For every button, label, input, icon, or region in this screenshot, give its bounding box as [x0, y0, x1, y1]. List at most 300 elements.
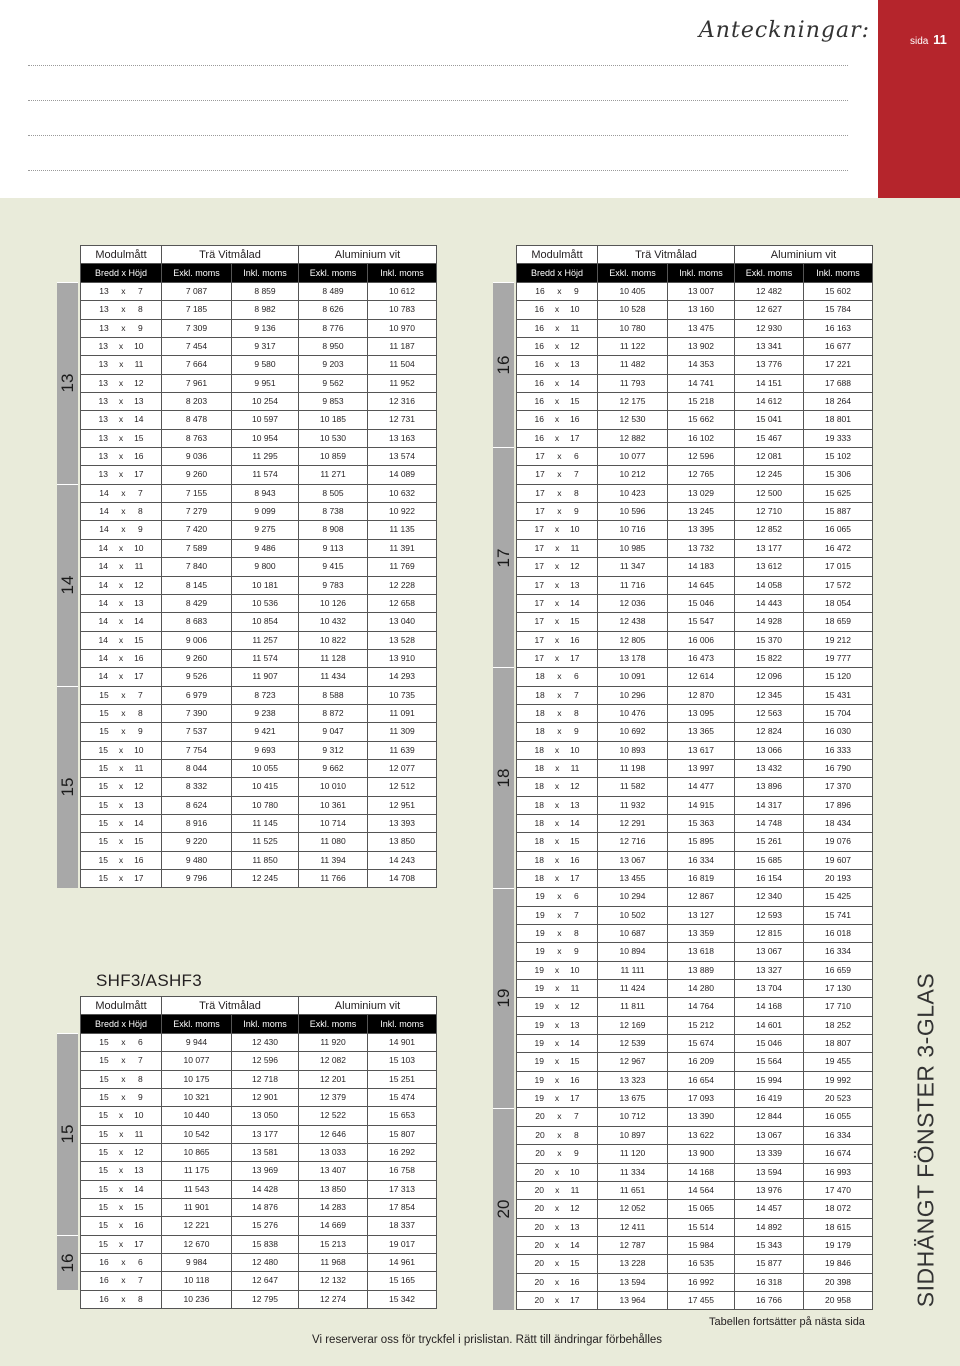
table-row — [517, 319, 872, 337]
dimension-cell — [517, 1237, 598, 1254]
price-cell: 12 627 — [735, 301, 804, 318]
dim-part: 14 — [98, 671, 108, 682]
dim-part: x — [554, 1276, 560, 1287]
dim-part: 19 — [534, 1038, 544, 1049]
table-row — [517, 502, 872, 520]
dimension-cell — [517, 980, 598, 997]
price-cell: 10 502 — [598, 907, 668, 924]
dim-part: 15 — [98, 1110, 108, 1121]
table-row — [517, 704, 872, 722]
price-cell: 10 423 — [598, 485, 668, 502]
dim-part: 8 — [574, 1129, 579, 1140]
price-cell: 20 193 — [825, 873, 851, 883]
dimension-cell — [81, 613, 162, 630]
price-cell: 11 952 — [389, 377, 415, 388]
table-row — [81, 832, 436, 850]
dim-part: x — [118, 451, 124, 462]
dim-part: 7 — [574, 1111, 579, 1122]
price-cell: 16 065 — [825, 524, 851, 535]
price-cell: 14 477 — [668, 778, 735, 795]
table-row — [517, 1254, 872, 1272]
dim-part: x — [118, 671, 124, 682]
dim-part: 13 — [134, 1165, 144, 1176]
price-cell: 12 870 — [668, 687, 735, 704]
price-cell: 10 894 — [598, 943, 668, 960]
price-cell: 16 992 — [668, 1274, 735, 1291]
table-row — [81, 741, 436, 759]
price-cell: 14 183 — [668, 558, 735, 575]
table-row — [81, 1070, 436, 1088]
dim-part: x — [121, 286, 126, 296]
price-cell: 8 723 — [232, 687, 299, 704]
price-cell: 16 766 — [735, 1292, 804, 1309]
dimension-cell — [517, 411, 598, 428]
price-cell: 11 347 — [598, 558, 668, 575]
dimension-cell — [81, 668, 162, 685]
dim-part: 16 — [534, 304, 544, 315]
table-row — [81, 539, 436, 557]
dimension-cell — [517, 1053, 598, 1070]
dim-part: 17 — [534, 616, 544, 627]
table-row — [517, 1273, 872, 1291]
price-cell: 13 618 — [668, 943, 735, 960]
subheader-row — [81, 264, 436, 282]
price-cell: 10 692 — [598, 723, 668, 740]
price-cell: 14 928 — [735, 613, 804, 630]
header-row — [81, 997, 436, 1015]
price-cell: 17 896 — [825, 799, 851, 810]
price-cell: 16 419 — [735, 1090, 804, 1107]
dim-part: 15 — [98, 781, 108, 792]
table-row — [517, 1181, 872, 1199]
price-cell: 10 432 — [299, 613, 368, 630]
price-cell: 10 415 — [232, 778, 299, 795]
price-cell: 7 420 — [162, 521, 232, 538]
dim-part: 12 — [570, 1001, 580, 1012]
price-cell: 17 688 — [825, 377, 851, 388]
page-indicator — [910, 32, 947, 47]
dim-part: 14 — [99, 506, 109, 517]
price-cell: 19 212 — [825, 634, 851, 645]
dim-part: x — [118, 377, 124, 388]
price-cell: 9 317 — [232, 338, 299, 355]
price-cell: 7 840 — [162, 558, 232, 575]
group-wood-header: Trä Vitmålad — [162, 246, 299, 263]
price-cell: 13 365 — [668, 723, 735, 740]
price-cell: 12 221 — [162, 1217, 232, 1234]
dim-part: x — [554, 396, 560, 407]
dimension-cell — [517, 577, 598, 594]
price-cell: 6 979 — [162, 687, 232, 704]
sub-inkl-header: Inkl. moms — [232, 1015, 299, 1033]
dim-part: 14 — [134, 817, 144, 828]
price-cell: 11 574 — [232, 466, 299, 483]
price-cell: 12 081 — [735, 448, 804, 465]
dim-part: x — [554, 304, 560, 315]
price-cell: 20 523 — [825, 1093, 851, 1104]
table-row — [517, 869, 872, 887]
dim-part: 12 — [570, 781, 580, 792]
dim-part: x — [555, 983, 560, 994]
price-cell: 17 313 — [389, 1183, 415, 1194]
price-cell: 11 639 — [389, 744, 415, 755]
price-cell: 14 892 — [735, 1219, 804, 1236]
table-row — [81, 1125, 436, 1143]
price-cell: 8 776 — [299, 320, 368, 337]
dimension-cell — [81, 760, 162, 777]
price-cell: 8 872 — [299, 705, 368, 722]
dim-part: 20 — [534, 1184, 545, 1195]
table-row — [517, 796, 872, 814]
price-cell: 12 867 — [668, 888, 735, 905]
price-cell: 10 361 — [299, 797, 368, 814]
dim-part: 18 — [534, 744, 544, 755]
price-cell: 7 087 — [162, 283, 232, 300]
price-cell: 10 632 — [389, 487, 415, 498]
price-cell: 15 261 — [735, 833, 804, 850]
price-cell: 12 036 — [598, 595, 668, 612]
table-row — [517, 741, 872, 759]
price-cell: 13 732 — [668, 540, 735, 557]
dim-part: x — [118, 432, 124, 443]
table-row — [517, 1163, 872, 1181]
dim-part: 17 — [570, 873, 580, 883]
price-cell: 9 136 — [232, 320, 299, 337]
dim-part: 9 — [574, 1148, 579, 1159]
dim-part: 8 — [138, 1293, 143, 1304]
price-cell: 12 228 — [389, 579, 415, 590]
dim-part: 14 — [99, 524, 109, 535]
dim-part: 19 — [535, 891, 545, 902]
price-cell: 13 067 — [598, 852, 668, 869]
price-cell: 13 976 — [735, 1182, 804, 1199]
price-cell: 11 811 — [598, 998, 668, 1015]
price-cell: 15 342 — [389, 1293, 415, 1304]
sub-dim-header: Bredd x Höjd — [81, 264, 162, 282]
dim-part: x — [118, 634, 124, 645]
dim-part: 16 — [534, 432, 544, 443]
price-cell: 17 093 — [668, 1090, 735, 1107]
price-cell: 12 430 — [232, 1034, 299, 1051]
dimension-cell — [81, 1126, 162, 1143]
dim-part: 16 — [535, 286, 545, 296]
dimension-cell — [517, 375, 598, 392]
price-cell: 16 030 — [825, 726, 851, 737]
dimension-cell — [81, 595, 162, 612]
price-cell: 9 006 — [162, 632, 232, 649]
price-cell: 19 992 — [825, 1074, 851, 1085]
dimension-cell — [517, 283, 598, 300]
dimension-cell — [517, 687, 598, 704]
dim-part: 14 — [570, 817, 580, 828]
price-cell: 10 612 — [389, 286, 415, 296]
header-row — [81, 246, 436, 264]
price-cell: 19 777 — [825, 652, 851, 663]
price-cell: 12 345 — [735, 687, 804, 704]
notes-title: Anteckningar: — [698, 18, 870, 43]
dimension-cell — [517, 1090, 598, 1107]
dim-part: 10 — [134, 341, 144, 352]
dim-part: 8 — [574, 487, 579, 498]
dim-part: x — [118, 1220, 124, 1231]
price-cell: 15 431 — [825, 689, 851, 700]
price-cell: 13 964 — [598, 1292, 668, 1309]
dim-part: x — [121, 1055, 126, 1066]
dim-part: x — [554, 817, 560, 828]
price-cell: 15 041 — [735, 411, 804, 428]
dim-part: 16 — [534, 414, 544, 425]
dim-part: 10 — [570, 744, 580, 755]
price-cell: 13 339 — [735, 1145, 804, 1162]
price-cell: 13 163 — [389, 432, 415, 443]
price-cell: 10 716 — [598, 521, 668, 538]
price-cell: 19 076 — [825, 836, 851, 847]
subheader-row — [81, 1015, 436, 1033]
dim-part: x — [554, 341, 560, 352]
dim-part: x — [557, 891, 562, 902]
price-cell: 13 581 — [232, 1144, 299, 1161]
price-cell: 12 765 — [668, 466, 735, 483]
price-cell: 13 177 — [232, 1126, 299, 1143]
dim-part: 13 — [98, 469, 108, 480]
price-cell: 11 850 — [232, 852, 299, 869]
dim-part: 15 — [570, 616, 580, 627]
note-line — [28, 65, 848, 66]
price-cell: 14 645 — [668, 577, 735, 594]
dimension-cell — [81, 1089, 162, 1106]
dim-part: 18 — [535, 689, 545, 700]
section-title: SHF3/ASHF3 — [96, 971, 202, 990]
price-cell: 18 337 — [389, 1220, 415, 1231]
price-cell: 13 066 — [735, 742, 804, 759]
price-cell: 9 662 — [299, 760, 368, 777]
dim-part: x — [557, 689, 562, 700]
dim-part: 17 — [535, 506, 545, 517]
price-cell: 11 295 — [232, 448, 299, 465]
dim-part: 10 — [570, 1166, 580, 1177]
price-cell: 11 651 — [598, 1182, 668, 1199]
price-cell: 12 593 — [735, 907, 804, 924]
price-cell: 11 111 — [598, 962, 668, 979]
price-cell: 18 252 — [825, 1019, 851, 1030]
dim-part: 19 — [535, 928, 545, 939]
dimension-cell — [517, 943, 598, 960]
dimension-cell — [517, 815, 598, 832]
price-cell: 13 850 — [389, 836, 415, 847]
dim-part: 8 — [138, 506, 143, 517]
table-row — [81, 667, 436, 685]
sub-inkl-header: Inkl. moms — [380, 268, 424, 278]
dimension-cell — [81, 320, 162, 337]
price-cell: 16 334 — [825, 946, 851, 957]
table-row — [517, 1016, 872, 1034]
price-cell: 9 203 — [299, 356, 368, 373]
dim-part: x — [554, 414, 560, 425]
table-row — [517, 447, 872, 465]
price-cell: 15 425 — [825, 891, 851, 902]
dimension-cell — [517, 632, 598, 649]
price-cell: 14 428 — [232, 1181, 299, 1198]
price-cell: 12 596 — [232, 1052, 299, 1069]
dim-part: x — [118, 414, 124, 425]
table-row — [81, 612, 436, 630]
dim-part: x — [554, 432, 560, 443]
price-cell: 11 091 — [389, 707, 415, 718]
group-alu-header: Aluminium vit — [334, 249, 401, 261]
dim-part: x — [554, 377, 560, 388]
dim-part: x — [554, 634, 560, 645]
dim-part: 12 — [570, 341, 580, 352]
table-row — [517, 410, 872, 428]
group-label: 19 — [493, 988, 513, 1008]
dim-part: 14 — [134, 1183, 144, 1194]
price-cell: 10 536 — [232, 595, 299, 612]
price-cell: 15 514 — [668, 1219, 735, 1236]
dim-part: x — [119, 359, 124, 370]
price-cell: 11 080 — [299, 833, 368, 850]
dimension-cell — [81, 1272, 162, 1289]
dim-part: 13 — [98, 432, 108, 443]
group-wood-header: Trä Vitmålad — [162, 997, 299, 1014]
dim-part: x — [554, 561, 560, 572]
dim-part: x — [118, 597, 124, 608]
price-cell: 13 675 — [598, 1090, 668, 1107]
dimension-cell — [81, 1052, 162, 1069]
dim-part: x — [118, 873, 124, 883]
dimension-cell — [517, 540, 598, 557]
price-cell: 13 178 — [598, 650, 668, 667]
dim-part: 9 — [574, 286, 579, 296]
dim-part: 15 — [99, 726, 109, 737]
dim-part: x — [557, 928, 562, 939]
dim-part: 17 — [534, 634, 544, 645]
dim-part: x — [118, 744, 124, 755]
table-row — [81, 447, 436, 465]
dim-part: 11 — [134, 762, 144, 773]
dim-part: x — [119, 762, 124, 773]
dim-part: 15 — [99, 1055, 109, 1066]
table-row — [81, 392, 436, 410]
group-alu-header: Aluminium vit — [770, 249, 837, 261]
dim-part: 13 — [134, 799, 144, 810]
dim-part: 17 — [570, 1294, 580, 1305]
table-row — [81, 319, 436, 337]
price-cell: 12 411 — [598, 1219, 668, 1236]
dimension-cell — [517, 1274, 598, 1291]
price-cell: 15 343 — [735, 1237, 804, 1254]
dim-part: x — [557, 909, 562, 920]
price-cell: 7 155 — [162, 485, 232, 502]
dimension-cell — [517, 503, 598, 520]
group-block — [57, 484, 78, 686]
dimension-cell — [81, 1034, 162, 1051]
price-cell: 8 943 — [232, 485, 299, 502]
dim-part: 13 — [98, 341, 108, 352]
dim-part: 14 — [134, 414, 144, 425]
table-row — [81, 777, 436, 795]
price-cell: 12 787 — [598, 1237, 668, 1254]
dim-part: 8 — [138, 707, 143, 718]
dim-part: 13 — [98, 396, 108, 407]
sub-inkl-header: Inkl. moms — [380, 1019, 424, 1029]
dim-part: 18 — [534, 799, 544, 810]
group-label: 16 — [57, 1253, 77, 1273]
price-cell: 13 528 — [389, 634, 415, 645]
price-cell: 12 274 — [299, 1291, 368, 1308]
price-cell: 11 198 — [598, 760, 668, 777]
price-cell: 14 915 — [668, 797, 735, 814]
dim-part: 15 — [99, 707, 109, 718]
dim-part: x — [119, 1128, 124, 1139]
dim-part: 11 — [134, 359, 144, 370]
price-cell: 12 824 — [735, 723, 804, 740]
table-row — [517, 1199, 872, 1217]
dim-part: x — [557, 946, 562, 957]
table-row — [81, 594, 436, 612]
price-cell: 14 283 — [299, 1199, 368, 1216]
dimension-cell — [517, 1200, 598, 1217]
dimension-cell — [517, 301, 598, 318]
dim-part: 13 — [98, 451, 108, 462]
price-cell: 12 482 — [735, 283, 804, 300]
price-cell: 12 245 — [735, 466, 804, 483]
dim-part: 8 — [574, 707, 579, 718]
price-cell: 12 132 — [299, 1272, 368, 1289]
table-row — [81, 300, 436, 318]
dim-part: 20 — [534, 1239, 544, 1250]
dimension-cell — [81, 705, 162, 722]
dim-part: 19 — [534, 983, 545, 994]
dim-part: x — [119, 561, 124, 572]
price-cell: 12 201 — [299, 1071, 368, 1088]
dimension-cell — [81, 393, 162, 410]
price-cell: 14 353 — [668, 356, 735, 373]
price-cell: 9 562 — [299, 375, 368, 392]
price-cell: 12 052 — [598, 1200, 668, 1217]
table-row — [517, 667, 872, 685]
dim-part: 9 — [138, 726, 143, 737]
price-cell: 15 251 — [389, 1073, 415, 1084]
price-cell: 15 218 — [668, 393, 735, 410]
price-cell: 9 800 — [232, 558, 299, 575]
dim-part: 15 — [570, 396, 580, 407]
dim-part: 16 — [570, 634, 580, 645]
price-cell: 8 982 — [232, 301, 299, 318]
price-cell: 12 291 — [598, 815, 668, 832]
price-cell: 11 525 — [232, 833, 299, 850]
price-cell: 10 294 — [598, 888, 668, 905]
dim-part: x — [121, 322, 126, 333]
table-row — [81, 465, 436, 483]
dim-part: 18 — [534, 836, 544, 847]
price-cell: 13 902 — [668, 338, 735, 355]
price-cell: 10 091 — [598, 668, 668, 685]
dim-part: 17 — [535, 487, 545, 498]
dim-part: 15 — [98, 1238, 108, 1249]
table-row — [81, 355, 436, 373]
note-line — [28, 135, 848, 136]
table-row — [81, 1235, 436, 1253]
dim-part: 9 — [138, 524, 143, 535]
price-cell: 13 969 — [232, 1162, 299, 1179]
price-cell: 16 535 — [668, 1255, 735, 1272]
price-cell: 15 704 — [825, 707, 851, 718]
price-cell: 14 961 — [389, 1257, 415, 1268]
table-row — [517, 649, 872, 667]
price-cell: 10 893 — [598, 742, 668, 759]
price-cell: 15 685 — [735, 852, 804, 869]
dim-part: 16 — [134, 451, 144, 462]
